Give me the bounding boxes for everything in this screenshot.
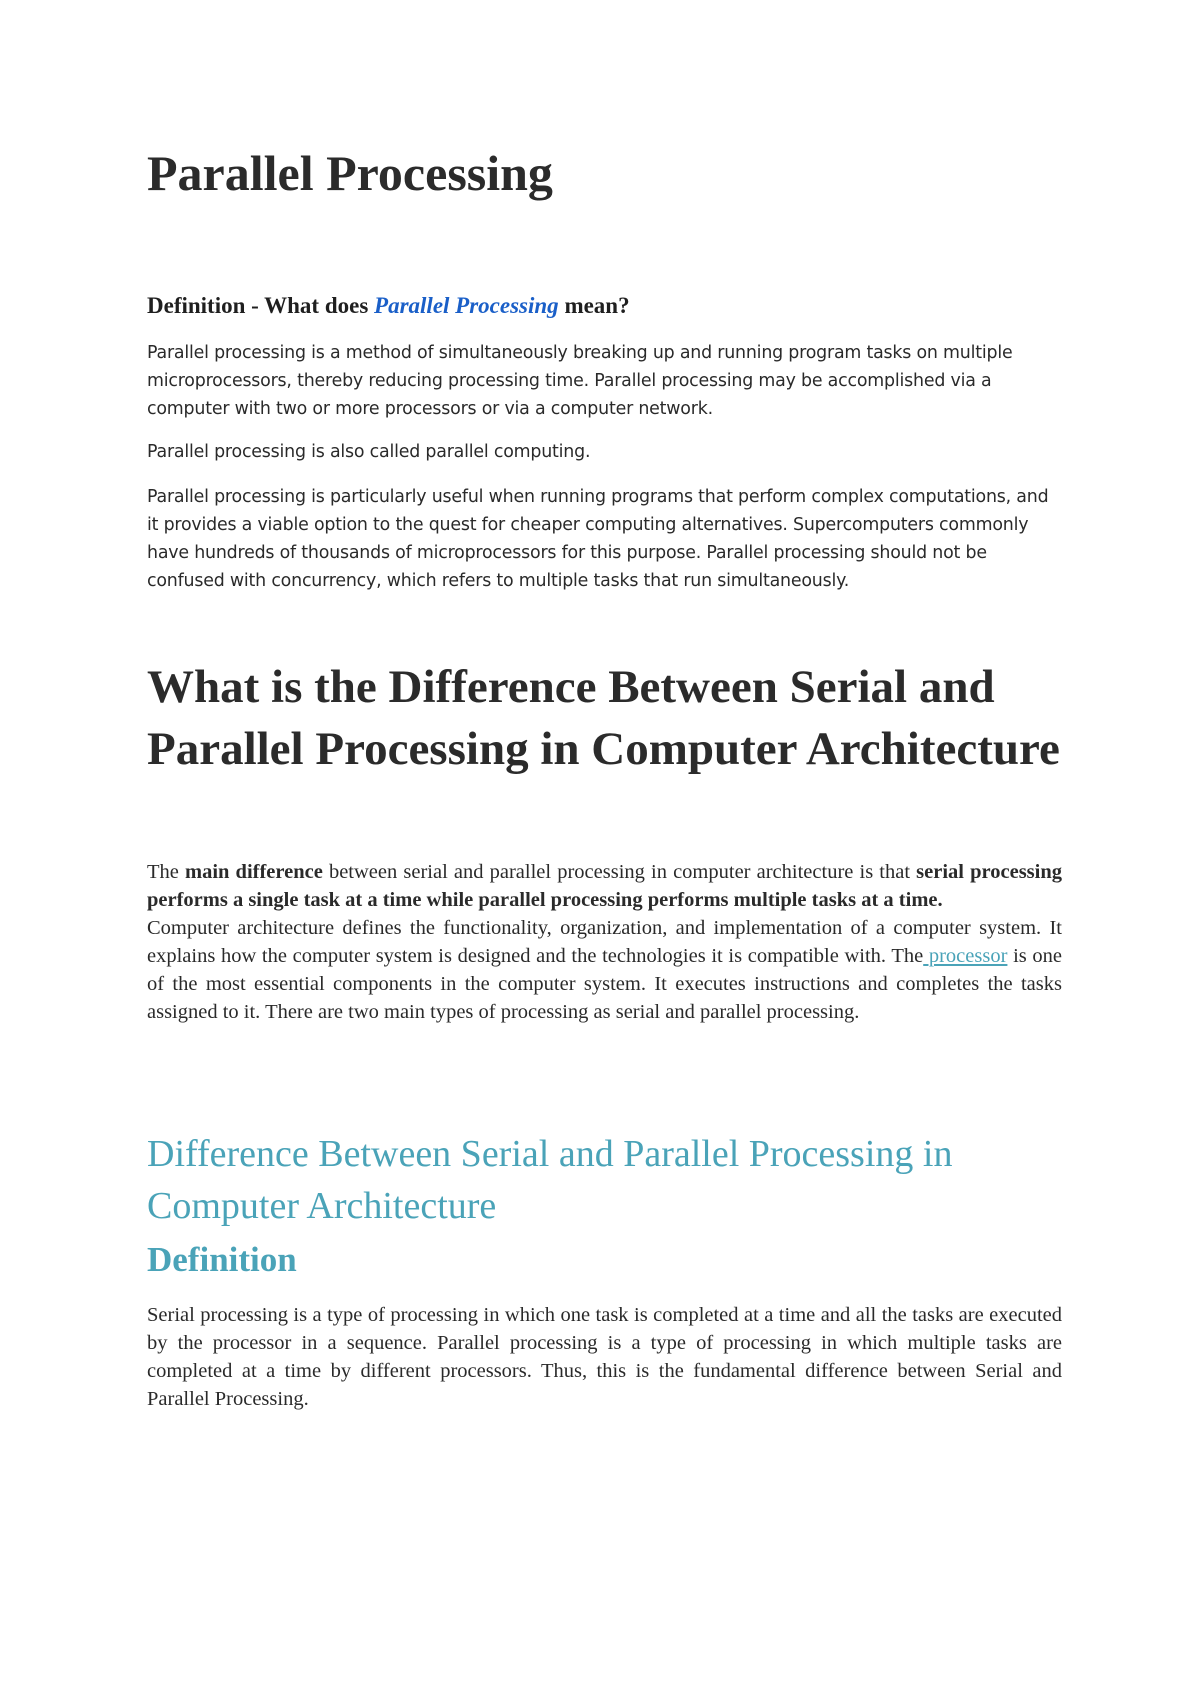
body-text-2: is one of the most essential components in the computer system. It executes instructions and completes the tasks assigned to it. There are two main types of processing as serial and parallel processing. — [147, 945, 1063, 1023]
usage-paragraph: Parallel processing is particularly useful when running programs that perform complex computations, and it provides a viable option to the quest for cheaper computing alternatives. Supercomputers commonly have hundreds of thousands of microprocessors for this purpose. Parallel processing should not be confused with concurrency, which refers to multiple tasks that run simultaneously. — [147, 487, 1049, 591]
definition-paragraph: Parallel processing is a method of simultaneously breaking up and running program tasks on multiple microprocessors, thereby reducing processing time. Parallel processing may be accomplished via a computer with two or more processors or via a computer network. — [147, 343, 1013, 419]
difference-paragraph — [147, 858, 1062, 1026]
definition-heading — [147, 293, 630, 319]
processor-link[interactable]: processor — [923, 945, 1008, 967]
page-title: Parallel Processing — [147, 145, 553, 201]
section-heading-difference: What is the Difference Between Serial and Parallel Processing in Computer Architecture — [147, 661, 1060, 775]
body-text-1: Computer architecture defines the functionality, organization, and implementation of a computer system. It explains how the computer system is designed and the technologies it is compatible with. The — [147, 917, 1062, 967]
definition-heading-suffix: mean? — [558, 293, 630, 318]
definition-comparison-paragraph: Serial processing is a type of processing in which one task is completed at a time and all the tasks are executed by the processor in a sequence. Parallel processing is a type of processing in which multiple tasks are completed at a time by different processors. Thus, this is the fundamental difference between Serial and Parallel Processing. — [147, 1304, 1062, 1410]
subheading-definition: Definition — [147, 1240, 297, 1279]
intro-text-2: between serial and parallel processing in computer architecture is that — [322, 861, 917, 883]
intro-text-1: The — [147, 861, 185, 883]
definition-term: Parallel Processing — [374, 293, 559, 318]
definition-heading-prefix: Definition - What does — [147, 293, 375, 318]
section-heading-comparison: Difference Between Serial and Parallel Processing in Computer Architecture — [147, 1133, 953, 1227]
intro-bold-2: serial processing performs a single task at a time while parallel processing performs multiple tasks at a time. — [147, 861, 1062, 911]
alias-paragraph: Parallel processing is also called parallel computing. — [147, 442, 591, 462]
intro-bold-1: main difference — [185, 861, 323, 883]
